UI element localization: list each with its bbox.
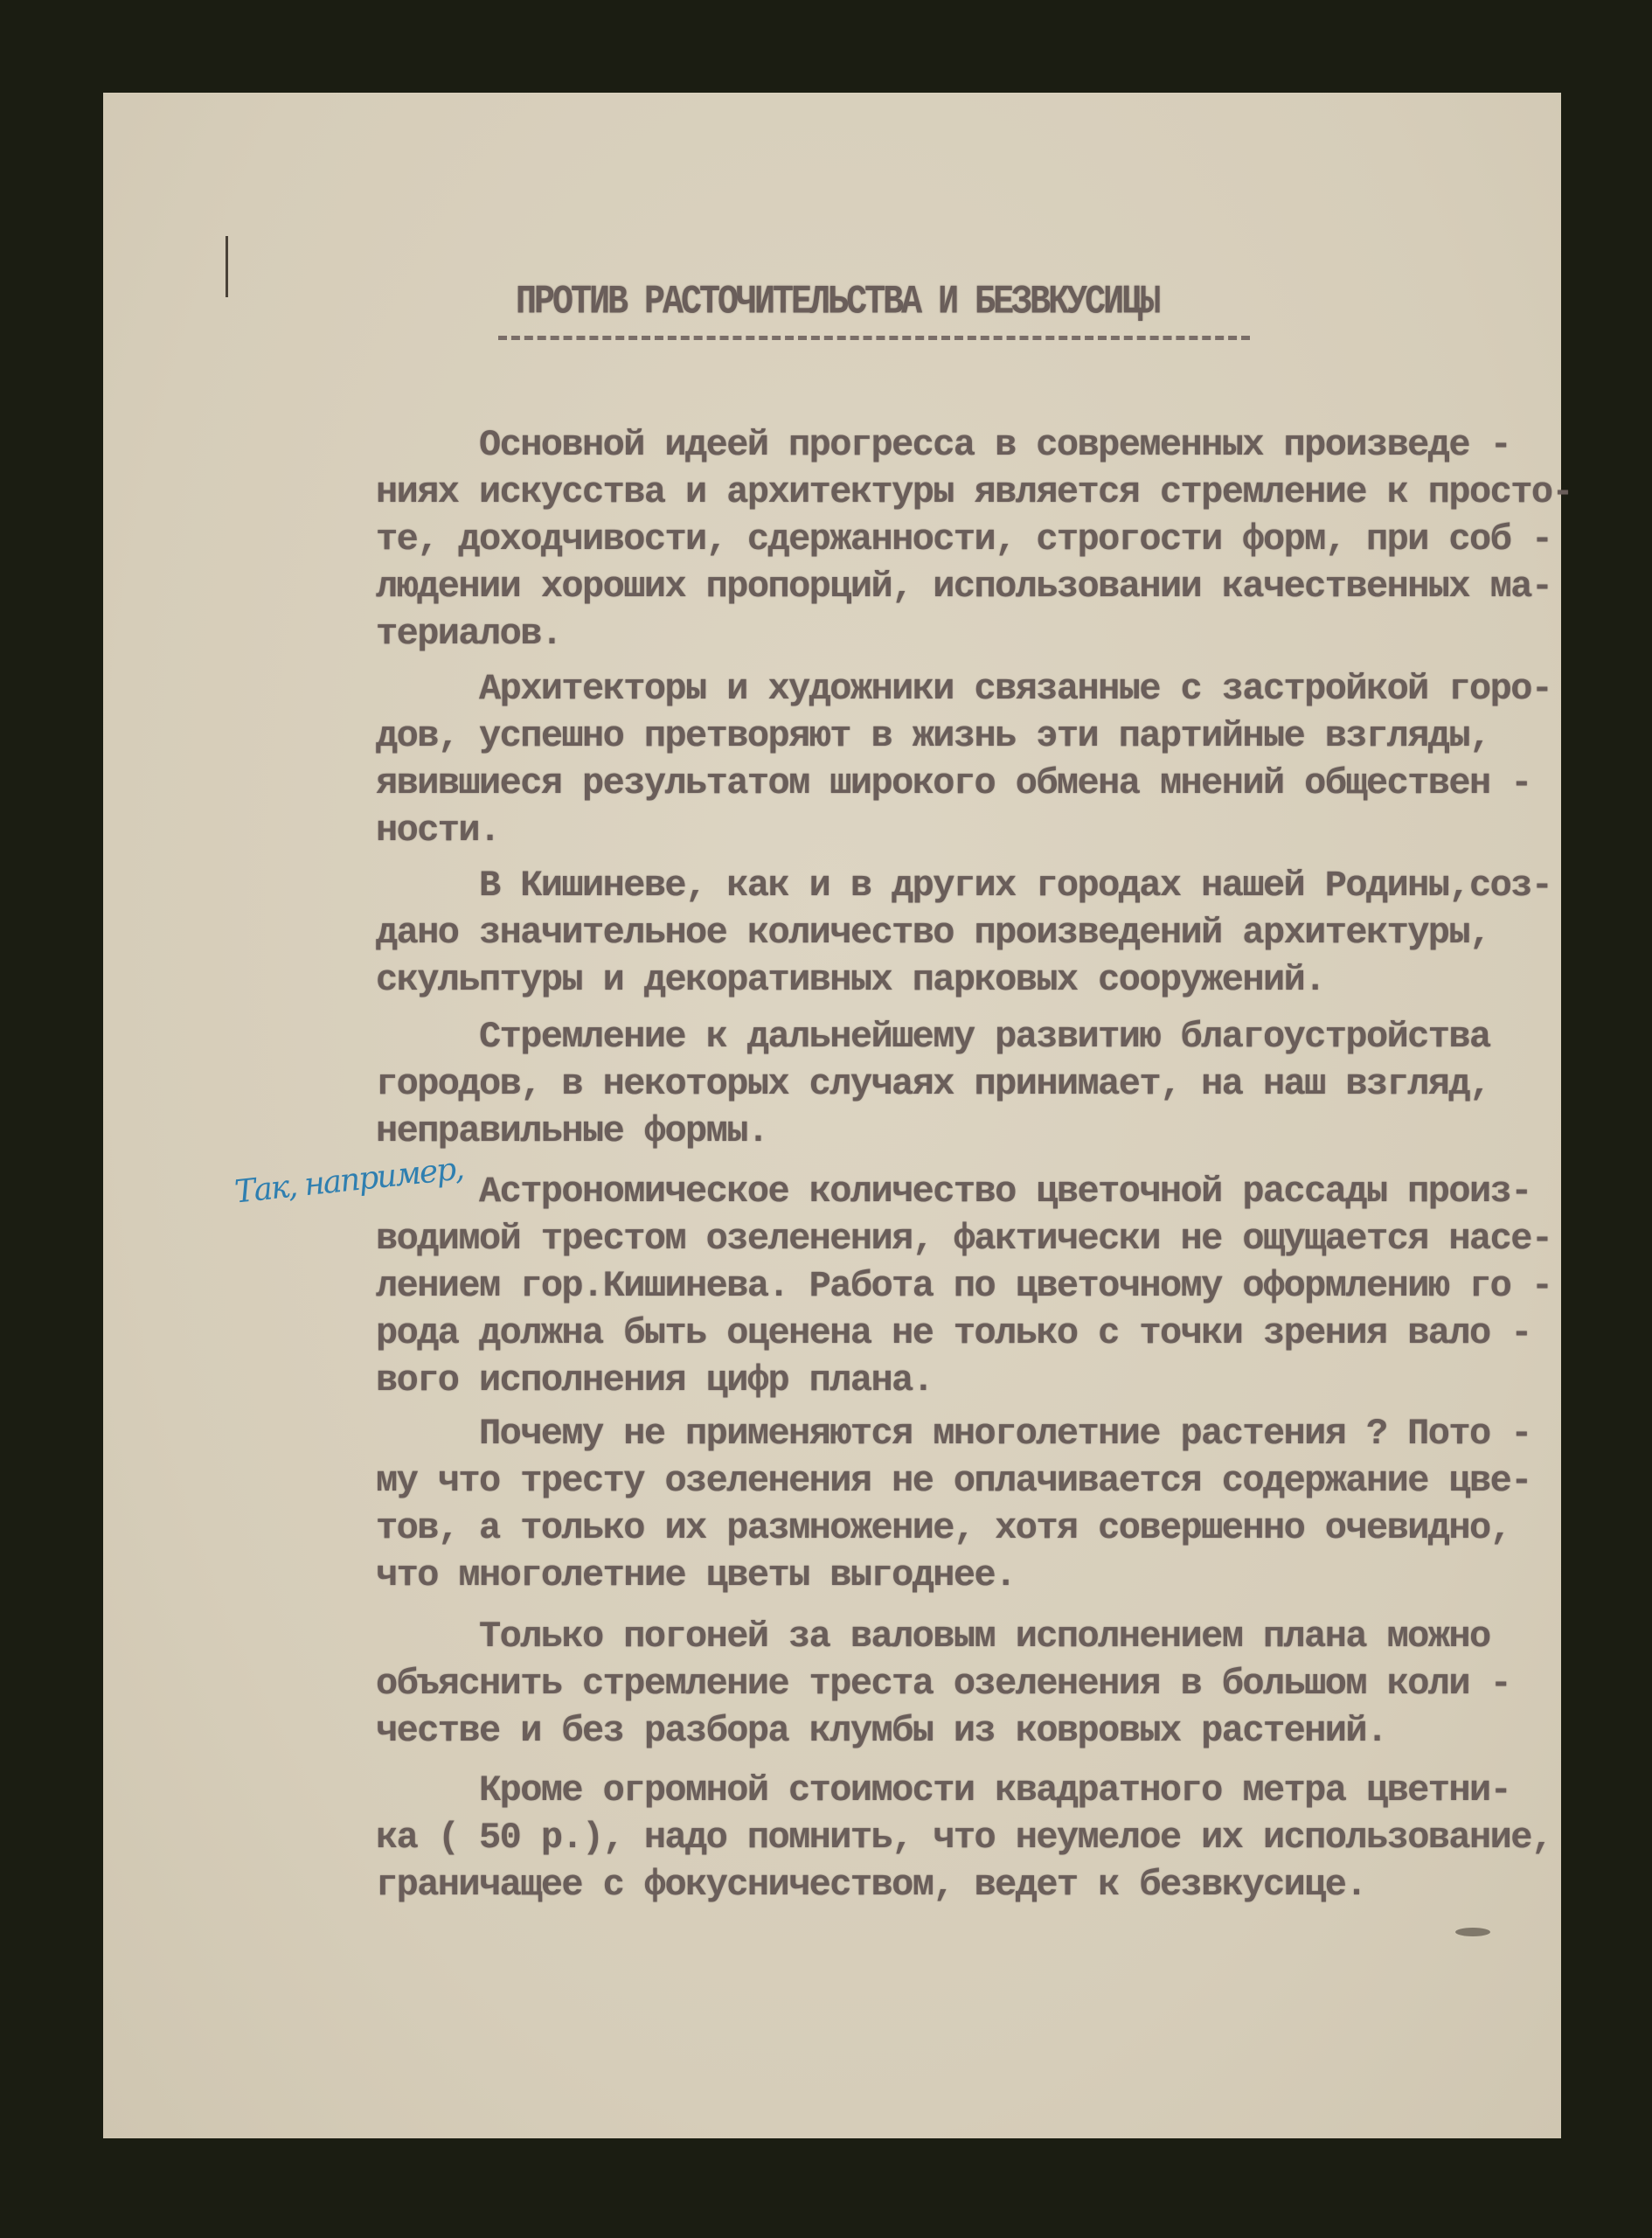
document-title: ПРОТИВ РАСТОЧИТЕЛЬСТВА И БЕЗВКУСИЦЫ [516, 280, 1159, 326]
text-line: дано значительное количество произведений архитектуры, [376, 912, 1490, 954]
text-line: те, доходчивости, сдержанности, строгости форм, при соб - [376, 518, 1552, 560]
text-line: ниях искусства и архитектуры является стремление к просто- [376, 471, 1573, 513]
text-line: тов, а только их размножение, хотя совершенно очевидно, [376, 1507, 1511, 1549]
paragraph [376, 1613, 1510, 1755]
text-line: Архитекторы и художники связанные с застройкой горо- [479, 668, 1552, 710]
paragraph [376, 1168, 1551, 1404]
text-line: рода должна быть оценена не только с точки зрения вало - [376, 1312, 1531, 1354]
text-line: лением гор.Кишинева. Работа по цветочному оформлению го - [376, 1265, 1552, 1307]
text-line: честве и без разбора клумбы из ковровых растений. [376, 1710, 1387, 1752]
text-line: неправильные формы. [376, 1110, 768, 1152]
paragraph [376, 1767, 1551, 1908]
text-line: Основной идеей прогресса в современных произведе - [479, 424, 1511, 466]
text-line: ности. [376, 810, 500, 851]
text-line: Кроме огромной стоимости квадратного метра цветни- [479, 1769, 1511, 1811]
text-line: явившиеся результатом широкого обмена мнений обществен - [376, 762, 1531, 804]
margin-mark [226, 236, 228, 297]
handwritten-note: Так, например, [233, 1150, 465, 1211]
text-line: Астрономическое количество цветочной рассады произ- [479, 1171, 1531, 1213]
text-line: водимой трестом озеленения, фактически не ощущается насе- [376, 1218, 1552, 1260]
text-line: скульптуры и декоративных парковых сооружений. [376, 959, 1325, 1001]
paragraph [376, 421, 1572, 657]
text-line: Только погоней за валовым исполнением плана можно [479, 1616, 1490, 1658]
paragraph [376, 862, 1551, 1004]
text-line: му что тресту озеленения не оплачивается содержание цве- [376, 1460, 1531, 1502]
text-line: что многолетние цветы выгоднее. [376, 1554, 1016, 1596]
text-line: Стремление к дальнейшему развитию благоустройства [479, 1016, 1490, 1058]
text-line: Почему не применяются многолетние растения ? Пото - [479, 1413, 1531, 1455]
text-line: В Кишиневе, как и в других городах нашей Родины,соз- [479, 865, 1552, 907]
text-line: ка ( 50 р.), надо помнить, что неумелое их использование, [376, 1817, 1552, 1859]
text-line: териалов. [376, 613, 562, 655]
paragraph [376, 1410, 1531, 1599]
text-line: дов, успешно претворяют в жизнь эти партийные взгляды, [376, 715, 1490, 757]
text-line: объяснить стремление треста озеленения в большом коли - [376, 1663, 1511, 1705]
text-line: вого исполнения цифр плана. [376, 1359, 934, 1401]
paragraph [376, 1013, 1490, 1155]
text-line: людении хороших пропорций, использовании качественных ма- [376, 566, 1552, 608]
title-underline [498, 336, 1250, 340]
paragraph [376, 665, 1551, 854]
text-line: городов, в некоторых случаях принимает, на наш взгляд, [376, 1063, 1490, 1105]
ink-smudge [1455, 1928, 1490, 1936]
text-line: граничащее с фокусничеством, ведет к безвкусице. [376, 1864, 1366, 1906]
